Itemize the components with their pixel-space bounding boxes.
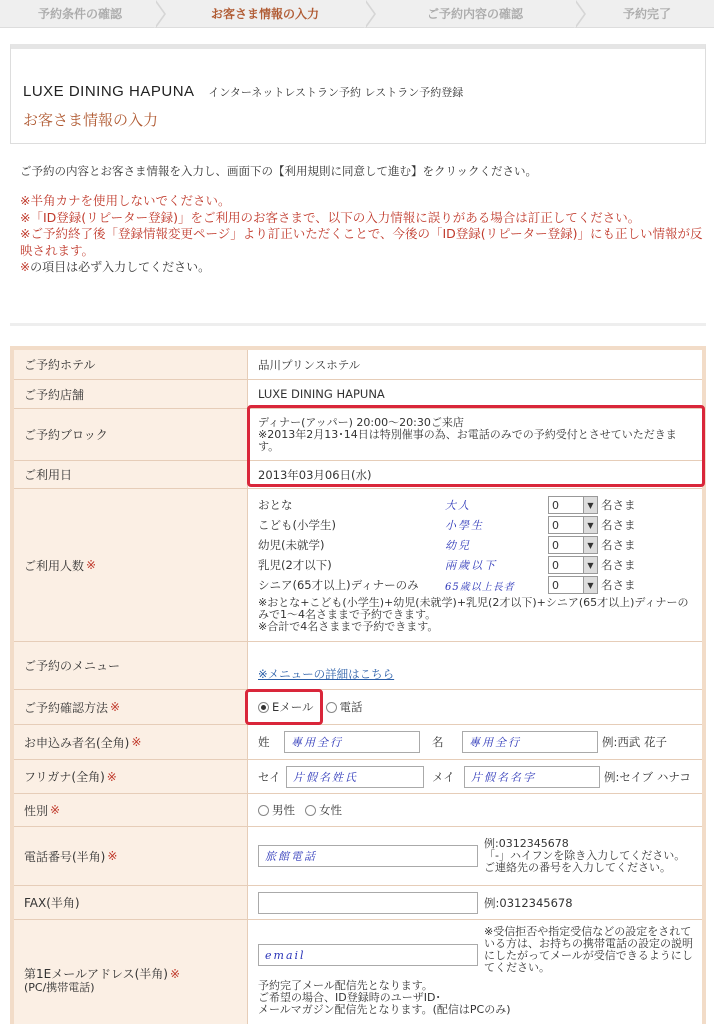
block-label: ご予約ブロック: [14, 409, 248, 460]
required-note: ※の項目は必ず入力してください。: [20, 260, 211, 274]
step-2-current: お客さま情報の入力: [160, 0, 370, 28]
fax-input[interactable]: [258, 892, 478, 914]
radio-icon: [258, 805, 269, 816]
required-mark: ※: [86, 558, 97, 572]
people-row: 幼児(未就学) 幼兒 0 ▼ 名さま: [258, 538, 636, 552]
people-row: こども(小学生) 小學生 0 ▼ 名さま: [258, 518, 636, 532]
notice-item: ※ご予約終了後「登録情報変更ページ」より訂正いただくことで、今後の「ID登録(リピーター登録)」にも正しい情報が反映されます。: [20, 226, 703, 258]
confirm-phone-radio[interactable]: 電話: [326, 699, 363, 715]
infant-count-select[interactable]: 0 ▼: [548, 556, 598, 574]
row-date: [14, 461, 702, 489]
radio-checked-icon: [258, 702, 269, 713]
date-label: ご利用日: [14, 461, 248, 488]
notice-list: [20, 193, 710, 276]
row-phone: 電話番号(半角) ※ 旅館電話 例:0312345678 「-」ハイフンを除き入力してください。 ご連絡先の番号を入力してください。: [14, 827, 702, 886]
step-1: 予約条件の確認: [0, 0, 160, 28]
restaurant-label: ご予約店舗: [14, 380, 248, 408]
required-mark: ※: [50, 803, 61, 817]
notice-item: ※「ID登録(リピーター登録)」をご利用のお客さまで、以下の入力情報に誤りがある場合は訂正してください。: [20, 209, 641, 225]
people-row: おとな 大人 0 ▼ 名さま: [258, 498, 636, 512]
intro-text: ご予約の内容とお客さま情報を入力し、画面下の【利用規則に同意して進む】をクリックください。: [20, 164, 538, 178]
fax-example: 例:0312345678: [484, 895, 573, 910]
people-footnote: ※おとな+こども(小学生)+幼児(未就学)+乳児(2才以下)+シニア(65才以上)ディナーのみで1～4名さままで予約できます。: [258, 596, 689, 621]
progress-steps: [0, 0, 714, 28]
kana-label: フリガナ(全角): [24, 770, 105, 784]
phone-input[interactable]: 旅館電話: [258, 845, 478, 867]
name-example: 例:西武 花子: [602, 735, 668, 749]
required-mark: ※: [110, 700, 121, 714]
menu-details-link[interactable]: ※メニューの詳細はこちら: [258, 666, 395, 681]
first-name-input[interactable]: 專用全行: [462, 731, 598, 753]
row-kana: フリガナ(全角) ※ セイ 片假名姓氏 メイ 片假名名字 例:セイブ ハナコ: [14, 760, 702, 794]
row-fax: [14, 886, 702, 920]
people-selector: [258, 489, 698, 633]
email-input[interactable]: email: [258, 944, 478, 966]
hotel-label: ご予約ホテル: [14, 350, 248, 379]
last-name-input[interactable]: 專用全行: [284, 731, 420, 753]
required-mark: ※: [107, 849, 118, 863]
first-kana-input[interactable]: 片假名名字: [464, 766, 600, 788]
radio-icon: [305, 805, 316, 816]
required-mark: ※: [106, 769, 117, 784]
last-kana-input[interactable]: 片假名姓氏: [286, 766, 424, 788]
page-header: [10, 44, 706, 144]
required-mark: ※: [131, 735, 142, 749]
reservation-form: [10, 346, 706, 1024]
gender-female-radio[interactable]: 女性: [305, 802, 342, 818]
child-count-select[interactable]: 0 ▼: [548, 516, 598, 534]
kana-example: 例:セイブ ハナコ: [604, 769, 691, 784]
divider: [10, 323, 706, 326]
dropdown-arrow-icon: ▼: [583, 517, 597, 533]
required-mark: ※: [169, 967, 181, 981]
name-label: お申込み者名(全角): [24, 735, 130, 750]
senior-count-select[interactable]: 0 ▼: [548, 576, 598, 594]
row-menu: [14, 642, 702, 690]
row-hotel: [14, 350, 702, 380]
hotel-value: 品川プリンスホテル: [258, 357, 361, 372]
email-label: 第1Eメールアドレス(半角): [24, 967, 168, 981]
row-people: [14, 489, 702, 642]
step-4: 予約完了: [622, 7, 671, 21]
row-email: 第1Eメールアドレス(半角) ※ (PC/携帯電話) email ※受信拒否や指定受信などの設定をされている方は、お持ちの携帯電話の設定の説明にしたがってメールが受信できるようにしてください。 予約完了メール配信先となります。 ご希望の場合、ID登録時のユーザID･ メールマガジン配信先となります。(配信はPCのみ): [14, 920, 702, 1024]
notice-item: ※半角カナを使用しないでください。: [20, 193, 231, 208]
row-confirm-method: [14, 690, 702, 725]
people-row: シニア(65才以上)ディナーのみ 65歲以上長者 0 ▼ 名さま: [258, 578, 636, 593]
people-label: ご利用人数: [24, 558, 85, 573]
confirm-method-label: ご予約確認方法: [24, 700, 109, 715]
radio-icon: [326, 702, 337, 713]
gender-label: 性別: [24, 803, 49, 818]
step-3: ご予約内容の確認: [370, 0, 580, 28]
toddler-count-select[interactable]: 0 ▼: [548, 536, 598, 554]
row-name: お申込み者名(全角) ※ 姓 專用全行 名 專用全行 例:西武 花子: [14, 725, 702, 760]
row-gender: [14, 794, 702, 827]
row-block: [14, 409, 702, 461]
phone-example: 例:0312345678: [484, 837, 569, 850]
row-restaurant: [14, 380, 702, 409]
dropdown-arrow-icon: ▼: [583, 537, 597, 553]
block-time: ディナー(アッパー) 20:00～20:30ご来店: [258, 415, 464, 429]
dropdown-arrow-icon: ▼: [583, 497, 597, 513]
date-value: 2013年03月06日(水): [258, 467, 372, 482]
header-subtitle: インターネットレストラン予約 レストラン予約登録: [208, 86, 464, 99]
restaurant-brand: LUXE DINING HAPUNA: [23, 83, 195, 100]
gender-male-radio[interactable]: 男性: [258, 802, 295, 818]
menu-label: ご予約のメニュー: [14, 642, 248, 689]
phone-label: 電話番号(半角): [24, 849, 106, 864]
restaurant-value: LUXE DINING HAPUNA: [258, 387, 385, 401]
people-row: 乳児(2才以下) 兩歲以下 0 ▼ 名さま: [258, 558, 636, 572]
dropdown-arrow-icon: ▼: [583, 557, 597, 573]
fax-label: FAX(半角): [14, 886, 248, 919]
page-title: お客さま情報の入力: [23, 111, 159, 129]
people-footnote: ※合計で4名さままで予約できます。: [258, 620, 439, 633]
confirm-email-radio[interactable]: Eメール: [258, 699, 314, 715]
dropdown-arrow-icon: ▼: [583, 577, 597, 593]
block-notice: ※2013年2月13･14日は特別催事の為、お電話のみでの予約受付とさせていただきます。: [258, 427, 677, 453]
email-note: ※受信拒否や指定受信などの設定をされている方は、お持ちの携帯電話の設定の説明にしたがってメールが受信できるようにしてください。: [484, 925, 693, 974]
adult-count-select[interactable]: 0 ▼: [548, 496, 598, 514]
